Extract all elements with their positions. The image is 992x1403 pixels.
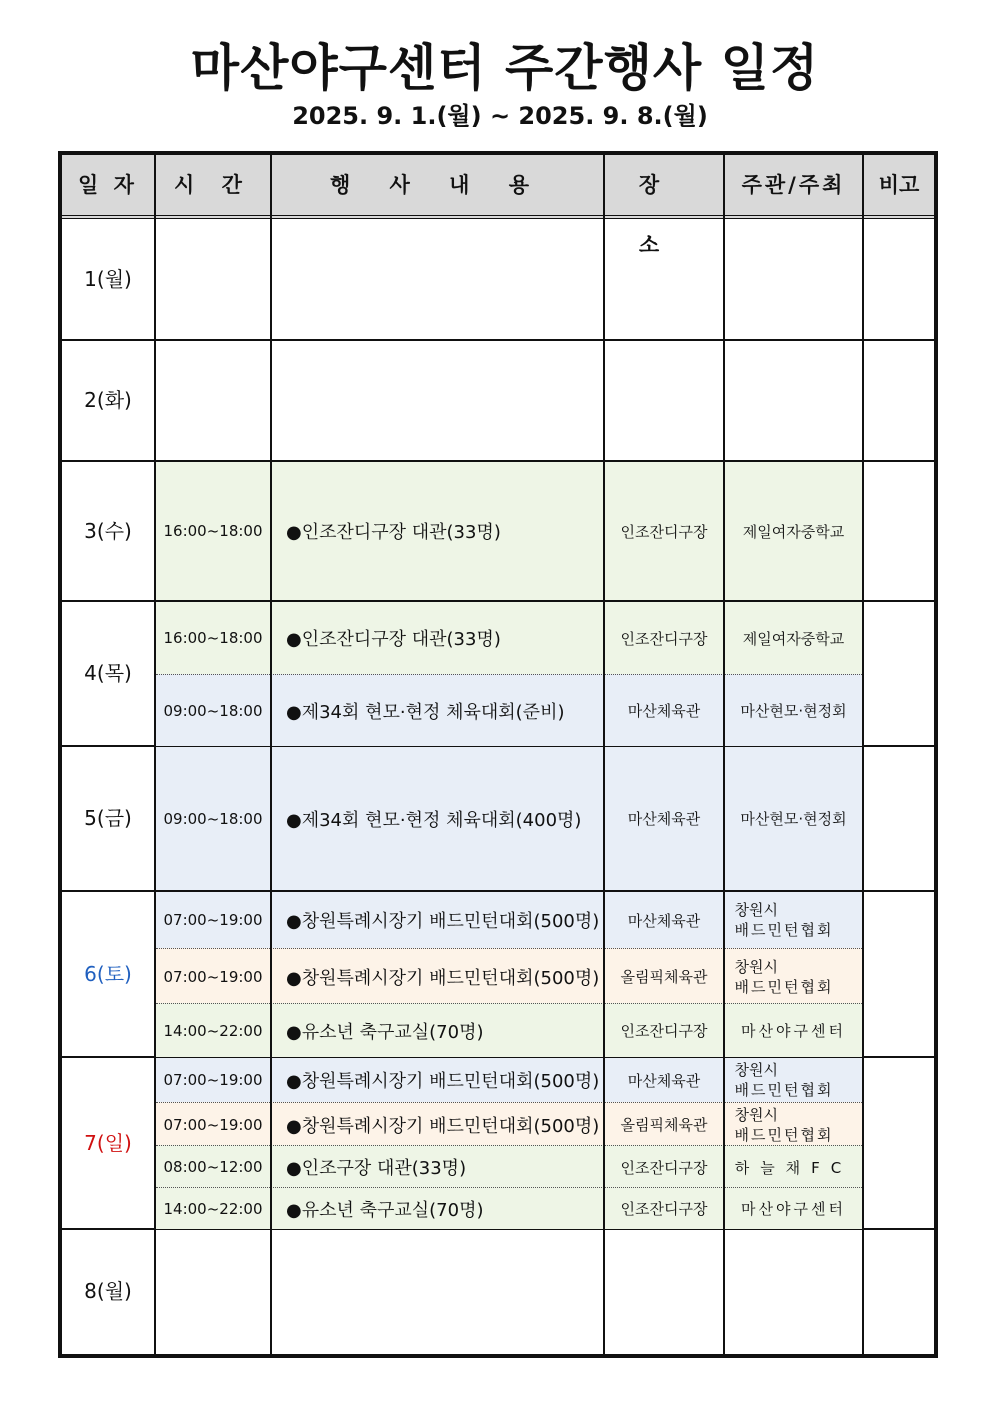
event-time: 16:00~18:00 xyxy=(163,629,263,647)
event-title: ●창원특례시장기 배드민턴대회(500명) xyxy=(286,1071,600,1092)
day-row-4 xyxy=(62,602,934,747)
event-place: 인조잔디구장 xyxy=(620,1158,708,1177)
column-divider xyxy=(603,155,605,1354)
event-place: 마산체육관 xyxy=(627,911,701,930)
day-label: 1(월) xyxy=(84,267,132,291)
day-label-sunday: 7(일) xyxy=(84,1131,132,1155)
day-row-7 xyxy=(62,1058,934,1230)
header-host: 주관/주최 xyxy=(741,173,846,197)
host-line1: 창원시 xyxy=(734,1061,778,1079)
event-host xyxy=(725,949,862,1004)
event-host: 마산야구센터 xyxy=(741,1022,846,1040)
day-label: 3(수) xyxy=(84,519,132,543)
day-label: 8(월) xyxy=(84,1279,132,1303)
column-divider xyxy=(723,155,725,1354)
event-title: ●인조구장 대관(33명) xyxy=(286,1158,467,1179)
event-title: ●유소년 축구교실(70명) xyxy=(286,1021,484,1043)
day-label: 4(목) xyxy=(84,661,132,685)
event-time: 09:00~18:00 xyxy=(163,701,263,720)
event-time: 07:00~19:00 xyxy=(163,1115,263,1134)
header-place: 장 소 xyxy=(638,173,690,257)
schedule-table xyxy=(58,151,938,1358)
event-row xyxy=(156,892,862,948)
event-title: ●제34회 현모·현정 체육대회(준비) xyxy=(286,701,565,723)
day-label-saturday: 6(토) xyxy=(84,962,132,986)
event-row xyxy=(156,462,862,600)
event-time: 09:00~18:00 xyxy=(163,809,263,828)
day-row-2 xyxy=(62,341,934,462)
event-host xyxy=(725,892,862,948)
event-row xyxy=(156,602,862,674)
host-line1: 창원시 xyxy=(734,901,778,919)
event-place: 인조잔디구장 xyxy=(620,1200,708,1218)
event-host xyxy=(725,1058,862,1102)
event-host: 마산현모·현정회 xyxy=(740,702,847,720)
host-line2: 배드민턴협회 xyxy=(734,1125,834,1144)
day-row-8 xyxy=(62,1230,934,1354)
event-host: 마산야구센터 xyxy=(741,1200,846,1218)
event-row xyxy=(156,747,862,890)
event-host: 하늘채FC xyxy=(734,1158,853,1177)
event-host: 마산현모·현정회 xyxy=(740,810,847,828)
header-note: 비고 xyxy=(878,173,920,197)
event-row xyxy=(156,1187,862,1229)
page-title: 마산야구센터 주간행사 일정 xyxy=(190,39,820,97)
header-time: 시 간 xyxy=(174,173,252,197)
event-title: ●인조잔디구장 대관(33명) xyxy=(286,629,501,650)
event-time: 07:00~19:00 xyxy=(163,911,263,929)
event-place: 인조잔디구장 xyxy=(620,522,708,541)
day-row-3 xyxy=(62,462,934,602)
event-time: 07:00~19:00 xyxy=(163,1071,263,1089)
event-place: 올림픽체육관 xyxy=(620,1116,708,1134)
event-host xyxy=(725,1103,862,1146)
table-header xyxy=(62,155,934,257)
event-row xyxy=(156,1145,862,1188)
host-line2: 배드민턴협회 xyxy=(734,977,834,996)
event-time: 14:00~22:00 xyxy=(163,1021,263,1040)
day-label: 5(금) xyxy=(84,806,132,830)
event-title: ●유소년 축구교실(70명) xyxy=(286,1199,484,1221)
header-event: 행 사 내 용 xyxy=(329,173,546,197)
event-place: 인조잔디구장 xyxy=(620,629,708,648)
column-divider xyxy=(154,155,156,1354)
date-range: 2025. 9. 1.(월) ~ 2025. 9. 8.(월) xyxy=(292,102,708,130)
event-row xyxy=(156,948,862,1004)
event-row xyxy=(156,1003,862,1057)
event-host: 제일여자중학교 xyxy=(742,522,845,541)
day-row-5 xyxy=(62,747,934,892)
event-row xyxy=(156,1102,862,1146)
host-line1: 창원시 xyxy=(734,1105,778,1124)
event-title: ●창원특례시장기 배드민턴대회(500명) xyxy=(286,911,600,932)
event-title: ●창원특례시장기 배드민턴대회(500명) xyxy=(286,967,600,989)
header-date: 일 자 xyxy=(78,173,138,197)
event-time: 08:00~12:00 xyxy=(163,1158,263,1176)
day-label: 2(화) xyxy=(84,388,132,412)
event-title: ●제34회 현모·현정 체육대회(400명) xyxy=(286,809,582,831)
event-title: ●창원특례시장기 배드민턴대회(500명) xyxy=(286,1115,600,1137)
host-line1: 창원시 xyxy=(734,957,778,976)
event-time: 07:00~19:00 xyxy=(163,967,263,986)
column-divider xyxy=(862,155,864,1354)
column-divider xyxy=(270,155,272,1354)
event-place: 올림픽체육관 xyxy=(620,968,708,986)
event-row xyxy=(156,674,862,746)
event-place: 마산체육관 xyxy=(627,1071,701,1090)
event-time: 16:00~18:00 xyxy=(163,522,263,540)
event-time: 14:00~22:00 xyxy=(163,1199,263,1218)
host-line2: 배드민턴협회 xyxy=(734,921,834,939)
event-place: 인조잔디구장 xyxy=(620,1022,708,1040)
event-row xyxy=(156,1058,862,1102)
event-host: 제일여자중학교 xyxy=(742,629,845,648)
day-row-1 xyxy=(62,219,934,341)
event-place: 마산체육관 xyxy=(627,702,701,720)
event-title: ●인조잔디구장 대관(33명) xyxy=(286,522,501,543)
event-place: 마산체육관 xyxy=(627,810,701,828)
day-row-6 xyxy=(62,892,934,1058)
host-line2: 배드민턴협회 xyxy=(734,1081,834,1099)
